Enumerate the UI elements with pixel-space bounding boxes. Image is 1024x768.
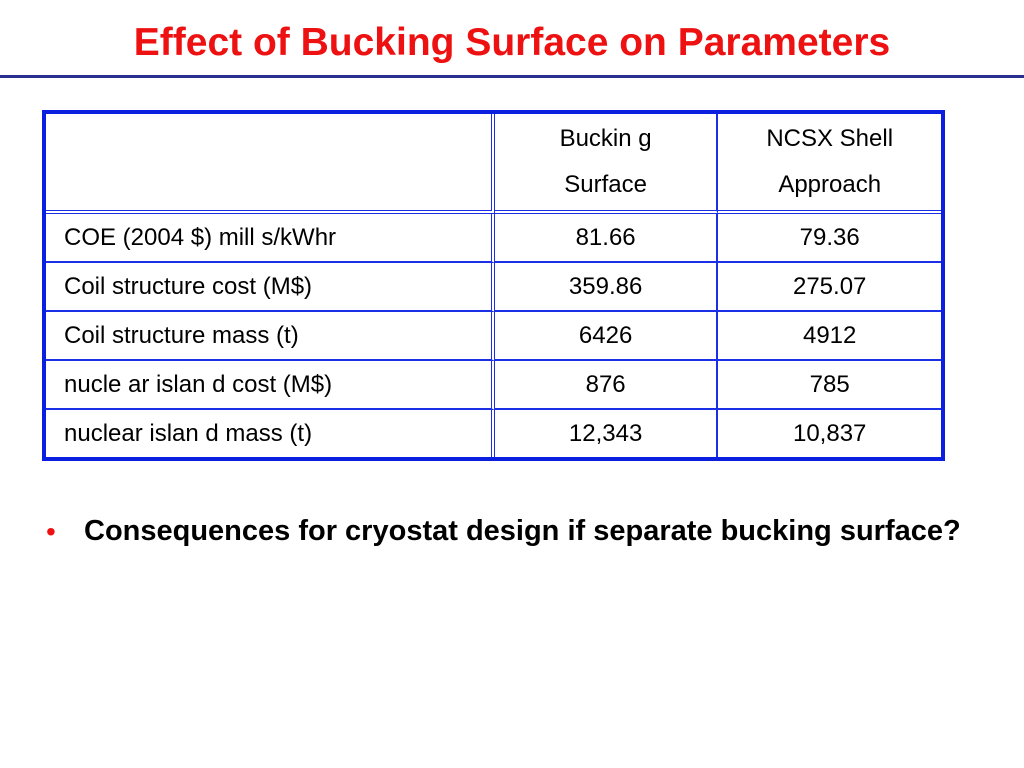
cell-bucking-coil-structure-cost: 359.86	[495, 263, 719, 312]
row-label-coil-structure-mass: Coil structure mass (t)	[46, 312, 495, 361]
header-parameter-cell	[46, 114, 495, 214]
table-row	[46, 410, 941, 457]
header-bucking-line1: Buckin g	[559, 125, 652, 152]
cell-ncsx-coil-structure-mass: 4912	[718, 312, 941, 361]
table-row	[46, 214, 941, 263]
bullet-text: Consequences for cryostat design if separate bucking surface?	[84, 515, 961, 547]
table-header-row	[46, 114, 941, 214]
cell-ncsx-coe: 79.36	[718, 214, 941, 263]
cell-ncsx-coil-structure-cost: 275.07	[718, 263, 941, 312]
header-bucking-surface	[495, 114, 719, 214]
table-row	[46, 263, 941, 312]
cell-bucking-nuclear-island-mass: 12,343	[495, 410, 719, 457]
slide-title: Effect of Bucking Surface on Parameters	[133, 21, 891, 64]
cell-bucking-coil-structure-mass: 6426	[495, 312, 719, 361]
row-label-nuclear-island-mass: nuclear islan d mass (t)	[46, 410, 495, 457]
comparison-table	[42, 110, 945, 461]
cell-bucking-coe: 81.66	[495, 214, 719, 263]
table-row	[46, 312, 941, 361]
header-ncsx-line1: NCSX Shell	[766, 125, 894, 152]
row-label-coil-structure-cost: Coil structure cost (M$)	[46, 263, 495, 312]
bullet-item	[46, 510, 986, 553]
cell-ncsx-nuclear-island-mass: 10,837	[792, 419, 867, 447]
header-ncsx-line2: Approach	[778, 171, 882, 198]
row-label-coe: COE (2004 $) mill s/kWhr	[46, 214, 495, 263]
cell-bucking-nuclear-island-cost: 876	[495, 361, 719, 410]
table-row	[46, 361, 941, 410]
title-divider	[0, 75, 1024, 78]
cell-ncsx-nuclear-island-cost: 785	[718, 361, 941, 410]
header-ncsx-shell-approach	[718, 114, 941, 214]
row-label-nuclear-island-cost: nucle ar islan d cost (M$)	[46, 361, 495, 410]
bullet-marker: •	[46, 516, 56, 547]
header-bucking-line2: Surface	[564, 171, 647, 198]
